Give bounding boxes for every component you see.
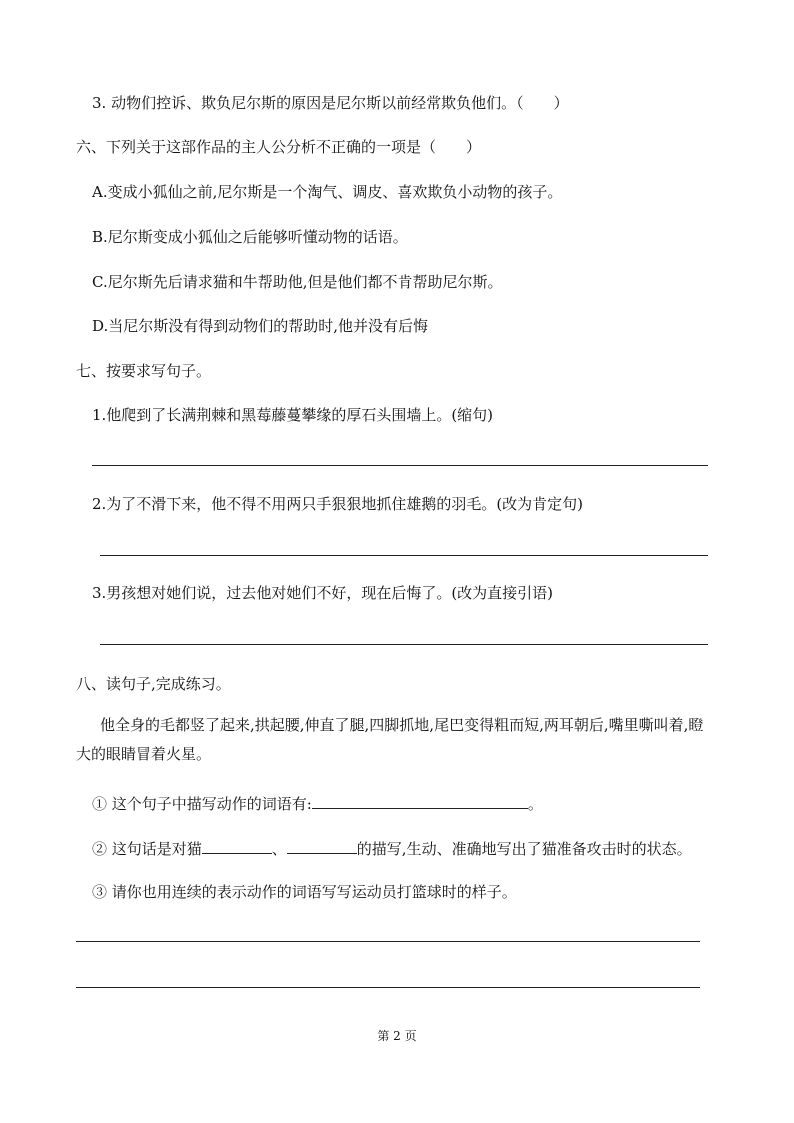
- answer-line[interactable]: [100, 644, 708, 645]
- q6-option-d: D.当尼尔斯没有得到动物们的帮助时,他并没有后悔: [92, 317, 429, 335]
- q7-item-1: 1.他爬到了长满荆棘和黑莓藤蔓攀缘的厚石头围墙上。(缩句): [92, 406, 494, 424]
- q7-title: 七、按要求写句子。: [76, 362, 212, 380]
- q5-item-3-text: 3. 动物们控诉、欺负尼尔斯的原因是尼尔斯以前经常欺负他们。（: [92, 94, 524, 112]
- answer-line[interactable]: [76, 941, 700, 942]
- q8-sub-3: ③ 请你也用连续的表示动作的词语写写运动员打篮球时的样子。: [92, 883, 517, 901]
- q8-passage: 他全身的毛都竖了起来,拱起腰,伸直了腿,四脚抓地,尾巴变得粗而短,两耳朝后,嘴里嘶叫着,瞪大的眼睛冒着火星。: [76, 716, 704, 763]
- q7-item-2: 2.为了不滑下来，他不得不用两只手狠狠地抓住雄鹅的羽毛。(改为肯定句): [92, 495, 584, 513]
- answer-line[interactable]: [92, 465, 708, 466]
- q6-option-b: B.尼尔斯变成小狐仙之后能够听懂动物的话语。: [92, 228, 408, 246]
- q8-title: 八、读句子,完成练习。: [76, 675, 231, 693]
- q5-item-3: 3. 动物们控诉、欺负尼尔斯的原因是尼尔斯以前经常欺负他们。（ ）: [92, 94, 569, 112]
- answer-line[interactable]: [100, 555, 708, 556]
- fill-blank[interactable]: [312, 792, 528, 809]
- page-number: 第 2 页: [377, 1029, 417, 1043]
- answer-line[interactable]: [76, 987, 700, 988]
- q8-sub-1: ① 这个句子中描写动作的词语有: 。: [92, 792, 543, 815]
- q8-sub-2: ② 这句话是对猫 、 的描写,生动、准确地写出了猫准备攻击时的状态。: [92, 837, 692, 860]
- q6-option-a: A.变成小狐仙之前,尼尔斯是一个淘气、调皮、喜欢欺负小动物的孩子。: [92, 183, 563, 201]
- q6-title: 六、下列关于这部作品的主人公分析不正确的一项是（ ）: [76, 138, 482, 156]
- q7-item-3: 3.男孩想对她们说，过去他对她们不好，现在后悔了。(改为直接引语): [92, 584, 554, 602]
- q6-option-c: C.尼尔斯先后请求猫和牛帮助他,但是他们都不肯帮助尼尔斯。: [92, 273, 503, 291]
- fill-blank[interactable]: [287, 837, 357, 854]
- fill-blank[interactable]: [202, 837, 272, 854]
